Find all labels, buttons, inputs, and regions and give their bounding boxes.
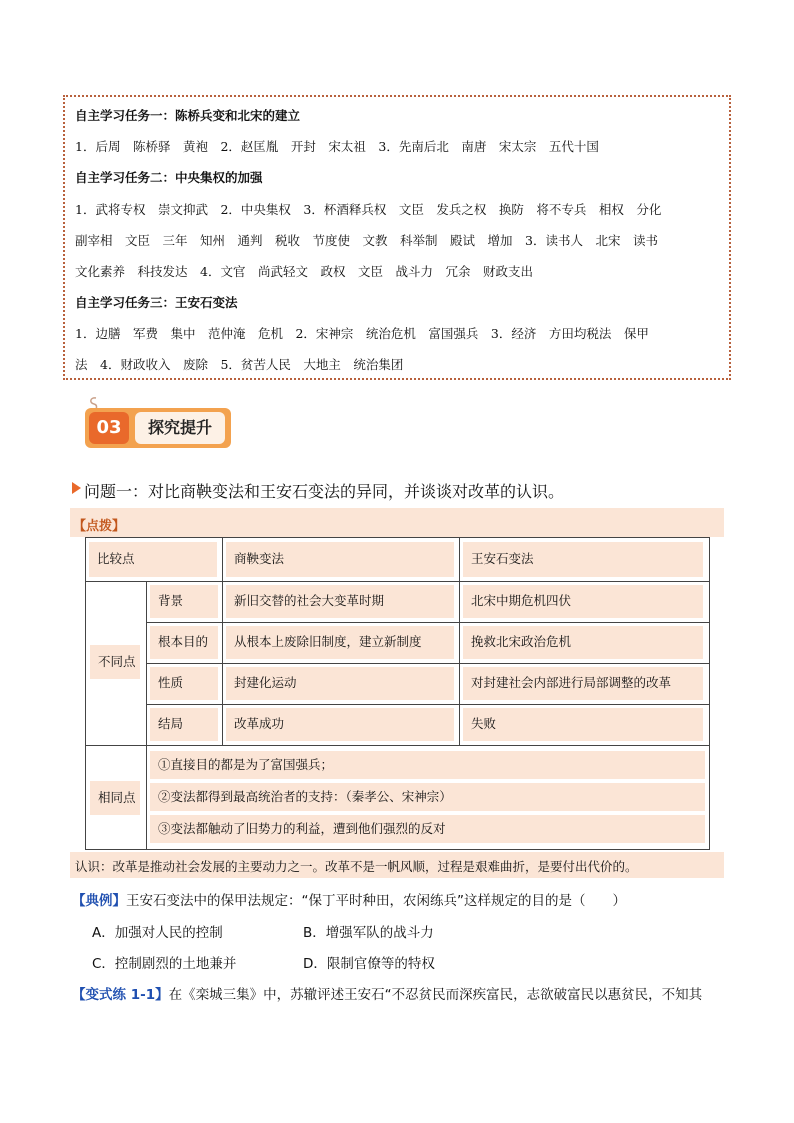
table-cell: 挽救北宋政治危机	[463, 626, 703, 659]
question-one: 问题一：对比商鞅变法和王安石变法的异同，并谈谈对改革的认识。	[84, 482, 565, 501]
task2-answers-line2: 副宰相 文臣 三年 知州 通判 税收 节度使 文教 科举制 殿试 增加 3．读书人 北宋 读书	[75, 233, 658, 248]
table-cell: 新旧交替的社会大变革时期	[226, 585, 454, 618]
row-label: 性质	[150, 667, 218, 700]
triangle-bullet-icon	[72, 482, 81, 494]
similarity-item: ③变法都触动了旧势力的利益，遭到他们强烈的反对	[150, 815, 705, 843]
header-compare-point: 比较点	[89, 542, 217, 577]
table-cell: 失败	[463, 708, 703, 741]
task3-answers-line2: 法 4．财政收入 废除 5．贫苦人民 大地主 统治集团	[75, 357, 404, 372]
differences-label: 不同点	[90, 645, 140, 679]
table-cell: 北宋中期危机四伏	[463, 585, 703, 618]
hint-band	[70, 508, 724, 537]
variant-text: 在《栾城三集》中，苏辙评述王安石“不忍贫民而深疾富民，志欲破富民以惠贫民，不知其	[168, 987, 703, 1003]
example-text: 王安石变法中的保甲法规定：“保丁平时种田，农闲练兵”这样规定的目的是（ ）	[126, 893, 626, 909]
section-badge-frame	[85, 408, 231, 448]
section-title: 探究提升	[135, 412, 225, 444]
section-number: 03	[89, 412, 129, 444]
variant-label: 【变式练 1-1】	[72, 987, 169, 1003]
example-question	[72, 889, 626, 909]
insight-text: 认识：改革是推动社会发展的主要动力之一。改革不是一帆风顺，过程是艰难曲折，是要付出代价的。	[75, 859, 638, 874]
header-wang-anshi: 王安石变法	[463, 542, 703, 577]
option-a: A．加强对人民的控制	[92, 925, 223, 941]
section-badge	[85, 396, 235, 454]
comparison-table	[85, 537, 710, 850]
table-cell: 封建化运动	[226, 667, 454, 700]
task1-heading: 自主学习任务一：陈桥兵变和北宋的建立	[75, 108, 301, 123]
option-c: C．控制剧烈的土地兼并	[92, 956, 237, 972]
task1-answers: 1．后周 陈桥驿 黄袍 2．赵匡胤 开封 宋太祖 3．先南后北 南唐 宋太宗 五代十国	[75, 139, 599, 154]
similarity-item: ①直接目的都是为了富国强兵；	[150, 751, 705, 779]
row-label: 背景	[150, 585, 218, 618]
header-shang-yang: 商鞅变法	[226, 542, 454, 577]
example-label: 【典例】	[72, 893, 126, 909]
hint-label: 【点拨】	[73, 519, 126, 534]
task3-heading: 自主学习任务三：王安石变法	[75, 295, 238, 310]
table-cell: 从根本上废除旧制度，建立新制度	[226, 626, 454, 659]
task2-answers-line3: 文化素养 科技发达 4．文官 尚武轻文 政权 文臣 战斗力 冗余 财政支出	[75, 264, 533, 279]
row-label: 根本目的	[150, 626, 218, 659]
similarities-label: 相同点	[90, 781, 140, 815]
option-d: D．限制官僚等的特权	[303, 956, 435, 972]
row-label: 结局	[150, 708, 218, 741]
variant-exercise	[72, 983, 702, 1003]
table-cell: 对封建社会内部进行局部调整的改革	[463, 667, 703, 700]
table-cell: 改革成功	[226, 708, 454, 741]
task2-answers-line1: 1．武将专权 崇文抑武 2．中央集权 3．杯酒释兵权 文臣 发兵之权 换防 将不专兵 相权 分化	[75, 202, 662, 217]
similarity-item: ②变法都得到最高统治者的支持：（秦孝公、宋神宗）	[150, 783, 705, 811]
task3-answers-line1: 1．边膳 军费 集中 范仲淹 危机 2．宋神宗 统治危机 富国强兵 3．经济 方田均税法 保甲	[75, 326, 649, 341]
task2-heading: 自主学习任务二：中央集权的加强	[75, 170, 263, 185]
option-b: B．增强军队的战斗力	[303, 925, 434, 941]
